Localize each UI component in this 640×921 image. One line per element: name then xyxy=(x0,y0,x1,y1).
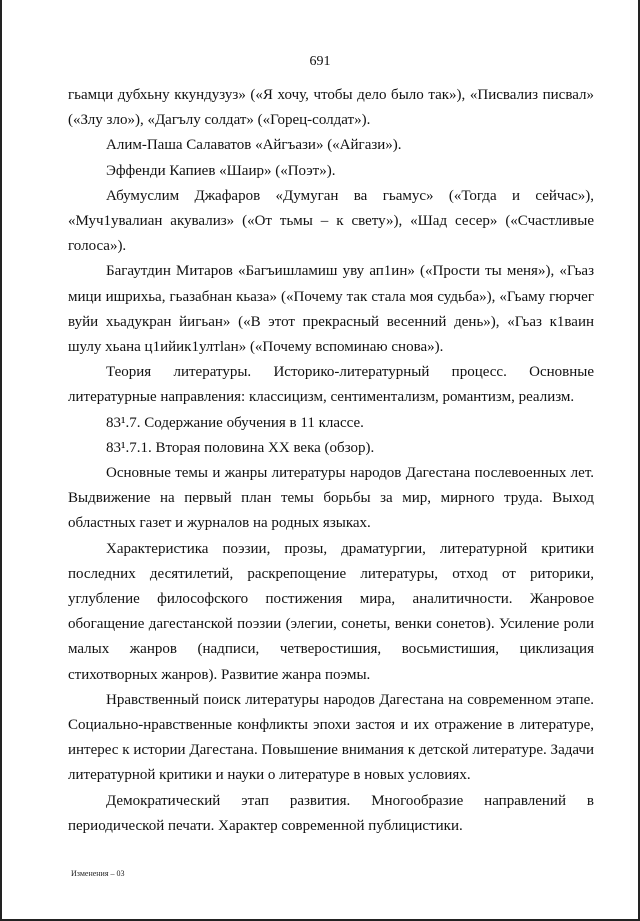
paragraph-2: Алим-Паша Салаватов «Айгъази» («Айгази»). xyxy=(106,137,402,154)
paragraph-4: Абумуслим Джафаров «Думуган ва гьамус» («Тогда и сейчас»), «Муч1увалиан акувализ» («От тьмы – к свету»), «Шад сесер» («Счастливые голоса»). xyxy=(68,187,594,255)
paragraph-1: гьамци дубхьну ккундузуз» («Я хочу, чтобы дело было так»), «Писвализ писвал» («Злу зло»), «Дагълу солдат» («Горец-солдат»). xyxy=(68,87,594,129)
paragraph-6: Теория литературы. Историко-литературный процесс. Основные литературные направления: классицизм, сентиментализм, романтизм, реализм. xyxy=(68,364,594,406)
paragraph-9: Основные темы и жанры литературы народов Дагестана послевоенных лет. Выдвижение на первый план темы борьбы за мир, мирного труда. Выход областных газет и журналов на родных языках. xyxy=(68,465,594,532)
paragraph-10: Характеристика поэзии, прозы, драматургии, литературной критики последних десятилетий, раскрепощение литературы, отход от риторики, углубление философского постижения мира, аналитичности. Жанровое обогащение дагестанской поэзии (элегии, сонеты, венки сонетов). Усиление роли малых жанров (надписи, четверостишия, восьмистишия, циклизация стихотворных жанров). Развитие жанра поэмы. xyxy=(68,540,594,683)
paragraph-11: Нравственный поиск литературы народов Дагестана на современном этапе. Социально-нравственные конфликты эпохи застоя и их отражение в литературе, интерес к истории Дагестана. Повышение внимания к детской литературе. Задачи литературной критики и науки о литературе в новых условиях. xyxy=(68,691,594,784)
footer-revision-note: Изменения – 03 xyxy=(71,869,125,878)
paragraph-3: Эффенди Капиев «Шаир» («Поэт»). xyxy=(106,162,336,179)
document-body xyxy=(68,83,594,839)
page-number: 691 xyxy=(309,54,331,69)
paragraph-5: Багаутдин Митаров «Багъишламиш уву ап1ин» («Прости ты меня»), «Гьаз мици ишрихьа, гьазабнан кьаза» («Почему так стала моя судьба»), «Гьаму гюрчег вуйи хьадукран йигьан» («В этот прекрасный весенний день»), «Гьаз к1ваин шулу хьана ц1ийик1ултlан» («Почему вспоминаю снова»). xyxy=(68,263,594,356)
scan-border-left xyxy=(0,0,2,921)
paragraph-12: Демократический этап развития. Многообразие направлений в периодической печати. Характер современной публицистики. xyxy=(68,792,594,834)
subsection-heading-second-half-20th-century: 83¹.7.1. Вторая половина XX века (обзор). xyxy=(106,439,375,456)
section-heading-11-class: 83¹.7. Содержание обучения в 11 классе. xyxy=(106,414,364,431)
